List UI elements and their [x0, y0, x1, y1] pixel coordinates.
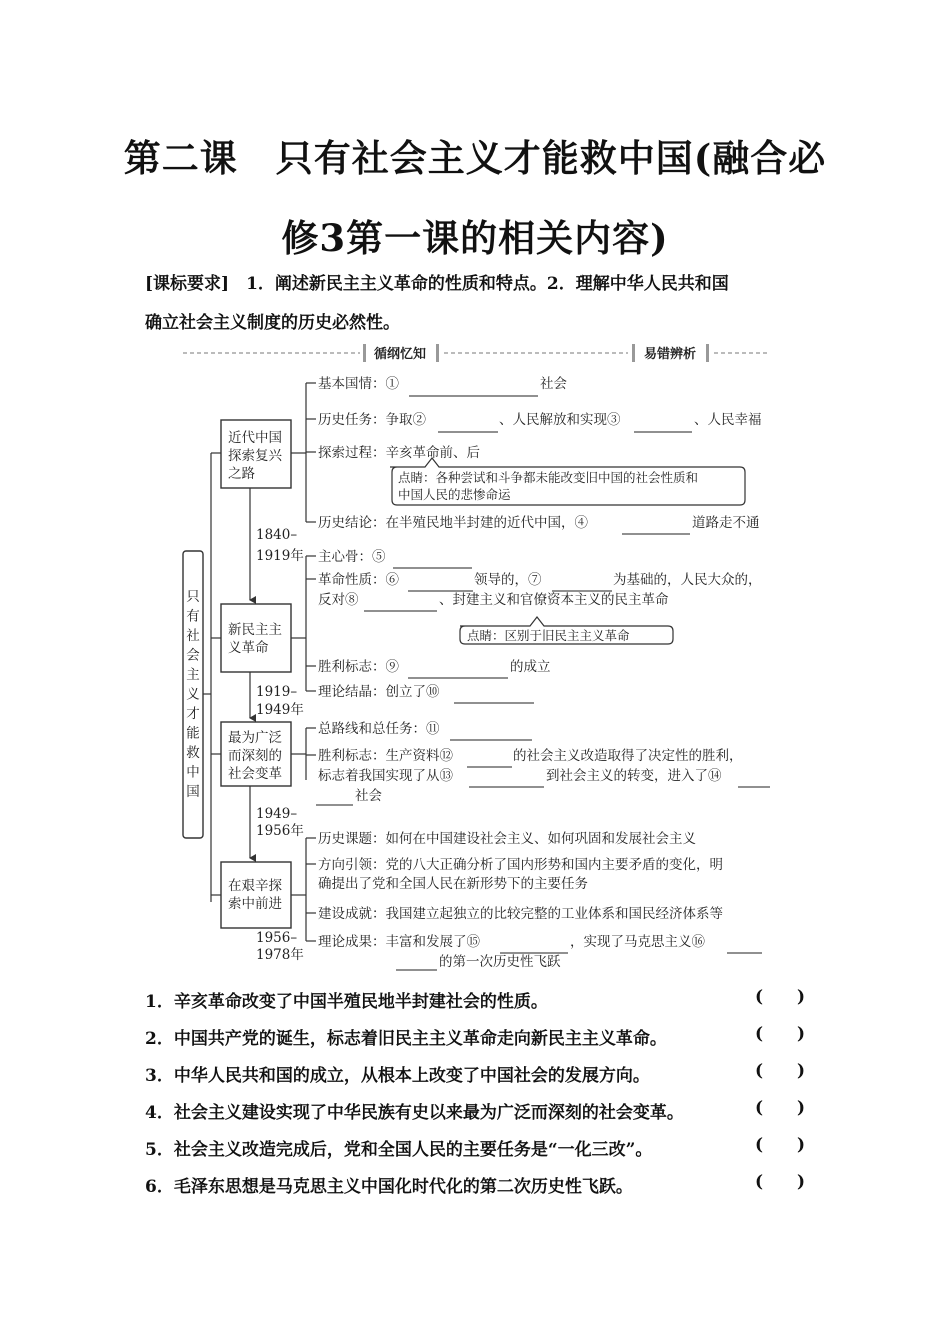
- answer-bracket-open[interactable]: (: [755, 1061, 764, 1081]
- question-text: 6．毛泽东思想是马克思主义中国化时代化的第二次历史性飞跃。: [145, 1177, 633, 1197]
- question-5: [145, 1135, 810, 1161]
- question-text: 4．社会主义建设实现了中华民族有史以来最为广泛而深刻的社会变革。: [145, 1103, 684, 1123]
- main-label-char: 才: [186, 706, 200, 722]
- node-1-line-3: 之路: [228, 466, 255, 482]
- header-right-label: 易错辨析: [644, 347, 697, 362]
- answer-bracket-close: ): [797, 1098, 806, 1118]
- main-label-char: 有: [186, 608, 200, 625]
- b1-note-2: 中国人民的悲惨命运: [398, 487, 511, 502]
- b2-l2a: 革命性质：⑥: [318, 572, 399, 588]
- main-label-char: 只: [186, 589, 200, 605]
- header-left-label: 循纲忆知: [374, 347, 427, 362]
- period-1-start: 1840–: [256, 527, 298, 543]
- b1-l2a: 历史任务：争取②: [318, 412, 426, 428]
- question-4: [145, 1098, 810, 1124]
- requirement-line-1: [课标要求] 1．阐述新民主主义革命的性质和特点。2．理解中华人民共和国: [145, 274, 729, 294]
- node-1-line-2: 探索复兴: [228, 448, 282, 464]
- node-box-2: [221, 604, 291, 672]
- b4-l5a: 理论成果：丰富和发展了⑮: [318, 934, 480, 950]
- question-2: [145, 1024, 810, 1050]
- answer-bracket-close: ): [797, 1024, 806, 1044]
- b4-l3: 确提出了党和全国人民在新形势下的主要任务: [318, 876, 588, 892]
- question-3: [145, 1061, 810, 1087]
- header-bar: [363, 344, 366, 362]
- page-title-line-1: 第二课 只有社会主义才能救中国(融合必: [123, 136, 827, 180]
- period-4-start: 1956–: [256, 930, 298, 946]
- b2-l2c: 为基础的，人民大众的，: [613, 572, 762, 588]
- b1-l2c: 、人民幸福: [694, 412, 762, 428]
- question-6: [145, 1172, 810, 1198]
- header-bar: [632, 344, 635, 362]
- answer-bracket-open[interactable]: (: [755, 1135, 764, 1155]
- b1-l4b: 道路走不通: [692, 515, 760, 531]
- period-2-end: 1949年: [256, 702, 304, 718]
- question-1: [145, 987, 810, 1013]
- node-2-line-1: 新民主主: [228, 622, 282, 638]
- b4-l2: 方向引领：党的八大正确分析了国内形势和国内主要矛盾的变化，明: [318, 857, 723, 873]
- b1-l1b: 社会: [540, 376, 567, 392]
- b1-note-1: 点睛：各种尝试和斗争都未能改变旧中国的社会性质和: [398, 470, 699, 485]
- answer-bracket-close: ): [797, 987, 806, 1007]
- b2-l5: 理论结晶：创立了⑩: [318, 684, 440, 700]
- main-label-char: 国: [186, 784, 200, 800]
- b3-l2b: 的社会主义改造取得了决定性的胜利，: [513, 748, 743, 764]
- question-text: 1．辛亥革命改变了中国半殖民地半封建社会的性质。: [145, 992, 548, 1012]
- b4-l5b: ，实现了马克思主义⑯: [570, 934, 705, 950]
- node-2-line-2: 义革命: [228, 640, 269, 656]
- node-4-line-2: 索中前进: [228, 896, 282, 912]
- node-4-line-1: 在艰辛探: [228, 878, 282, 894]
- knowledge-diagram: [0, 340, 950, 980]
- answer-bracket-open[interactable]: (: [755, 987, 764, 1007]
- main-label-char: 救: [186, 745, 200, 761]
- period-3-end: 1956年: [256, 823, 304, 839]
- main-label-char: 能: [186, 725, 200, 742]
- question-text: 2．中国共产党的诞生，标志着旧民主主义革命走向新民主主义革命。: [145, 1029, 667, 1049]
- main-label-char: 社: [186, 628, 200, 644]
- b2-l2b: 领导的，⑦: [474, 572, 542, 588]
- b1-l4a: 历史结论：在半殖民地半封建的近代中国，④: [318, 515, 588, 531]
- main-label-char: 会: [186, 647, 200, 664]
- answer-bracket-open[interactable]: (: [755, 1024, 764, 1044]
- b4-l6: 的第一次历史性飞跃: [439, 954, 561, 970]
- period-3-start: 1949–: [256, 806, 298, 822]
- requirement-line-2: 确立社会主义制度的历史必然性。: [145, 313, 400, 333]
- main-label-char: 主: [186, 667, 200, 683]
- main-label-char: 中: [186, 764, 200, 781]
- b2-l4b: 的成立: [510, 659, 551, 675]
- answer-bracket-open[interactable]: (: [755, 1098, 764, 1118]
- period-1-end: 1919年: [256, 548, 304, 564]
- answer-bracket-close: ): [797, 1172, 806, 1192]
- b2-l3b: 、封建主义和官僚资本主义的民主革命: [439, 592, 669, 608]
- header-bar: [436, 344, 439, 362]
- b3-l1: 总路线和总任务：⑪: [318, 721, 440, 737]
- page-title-line-2: 修3第一课的相关内容): [281, 216, 669, 260]
- b2-l4a: 胜利标志：⑨: [318, 659, 399, 675]
- b1-l2b: 、人民解放和实现③: [499, 412, 621, 428]
- b1-l1a: 基本国情：①: [318, 376, 399, 392]
- main-label: [186, 589, 200, 800]
- node-3-line-3: 社会变革: [228, 766, 282, 782]
- answer-bracket-close: ): [797, 1135, 806, 1155]
- b1-l3: 探索过程：辛亥革命前、后: [318, 445, 480, 461]
- question-text: 3．中华人民共和国的成立，从根本上改变了中国社会的发展方向。: [145, 1066, 650, 1086]
- b3-l2a: 胜利标志：生产资料⑫: [318, 748, 453, 764]
- period-2-start: 1919–: [256, 684, 298, 700]
- answer-bracket-open[interactable]: (: [755, 1172, 764, 1192]
- node-box-4: [221, 862, 291, 928]
- main-label-char: 义: [186, 686, 200, 703]
- period-4-end: 1978年: [256, 947, 304, 963]
- header-bar: [706, 344, 709, 362]
- b3-l4: 社会: [355, 788, 382, 804]
- b2-note: 点睛：区别于旧民主主义革命: [467, 628, 630, 643]
- node-3-line-2: 而深刻的: [228, 748, 282, 764]
- node-3-line-1: 最为广泛: [228, 730, 282, 746]
- b2-l1: 主心骨：⑤: [318, 549, 386, 565]
- node-1-line-1: 近代中国: [228, 430, 282, 446]
- b3-l3b: 到社会主义的转变，进入了⑭: [546, 768, 722, 784]
- answer-bracket-close: ): [797, 1061, 806, 1081]
- b2-l3a: 反对⑧: [318, 592, 359, 608]
- b4-l1: 历史课题：如何在中国建设社会主义、如何巩固和发展社会主义: [318, 831, 696, 847]
- b3-l3a: 标志着我国实现了从⑬: [318, 768, 453, 784]
- question-text: 5．社会主义改造完成后，党和全国人民的主要任务是“一化三改”。: [145, 1140, 653, 1160]
- b4-l4: 建设成就：我国建立起独立的比较完整的工业体系和国民经济体系等: [318, 906, 723, 922]
